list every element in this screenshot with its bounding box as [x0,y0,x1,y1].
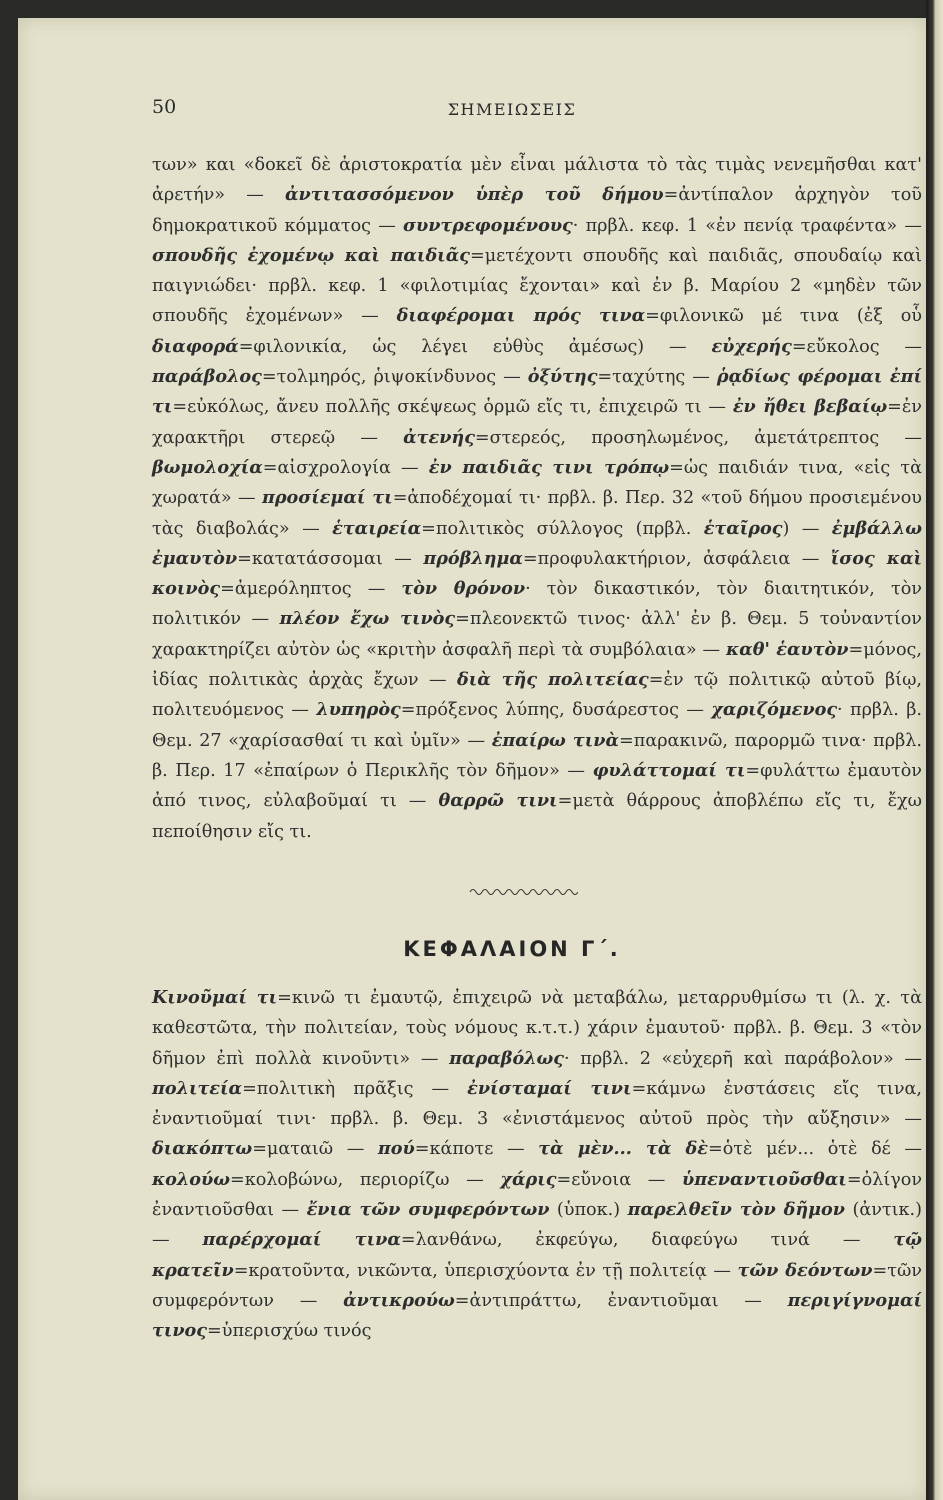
lemma-term: ἴσος καὶ κοινὸς [152,547,922,600]
lemma-term: ἀτενής [403,426,475,448]
lemma-term: ἐν παιδιᾶς τινι τρόπῳ [428,456,670,478]
lemma-term: χάρις [500,1168,557,1190]
lemma-term: Κινοῦμαί τι [152,987,278,1008]
lemma-term: ἐπαίρω τινὰ [491,729,620,751]
gloss-text: =πολιτικὴ πρᾶξις — [242,1078,468,1099]
lemma-term: πλέον ἔχω τινὸς [279,608,456,630]
section-divider [468,884,578,898]
gloss-text: =στερεός, προσηλωμένος, ἀμετάτρεπτος — [474,427,923,448]
lemma-term: φυλάττομαί τι [592,759,746,781]
gloss-text: =εὔνοια — [556,1169,683,1190]
lemma-term: ἐνίσταμαί τινι [467,1077,632,1099]
gloss-text: =ἐν τῷ πολιτικῷ αὐτοῦ βίῳ, πολιτευόμενος — [152,670,923,721]
lemma-term: σπουδῆς ἐχομένῳ καὶ παιδιᾶς [152,244,470,266]
gloss-text: =ὁτὲ μέν... ὁτὲ δέ — [707,1139,923,1160]
gloss-text: (ὑποκ.) [549,1200,628,1221]
book-spine [926,0,943,1500]
lemma-term: καθ' ἑαυτὸν [725,638,849,660]
paragraph-text [152,150,922,847]
lemma-term: διὰ τῆς πολιτείας [456,669,649,691]
lemma-term: τῷ κρατεῖν [152,1229,922,1281]
lemma-term: ἔνια τῶν συμφερόντων [306,1199,550,1221]
gloss-text: =μετέχοντι σπουδῆς καὶ παιδιᾶς, σπουδαίῳ καὶ παιγνιώδει· πρβλ. κεφ. 1 «φιλοτιμίας ἔχονται» καὶ ἐν β. Μαρίου 2 «μηδὲν τῶν σπουδῆς ἐχομένων» — [152,245,922,327]
gloss-text: · πρβλ. 2 «εὐχερῆ καὶ παράβολον» — [564,1048,922,1069]
lemma-term: ἐν ἤθει βεβαίῳ [732,396,888,418]
lemma-term: εὐχερής [711,335,792,357]
gloss-text: ) — [782,518,832,539]
gloss-text: =λανθάνω, ἐκφεύγω, διαφεύγω τινά — [400,1230,894,1251]
lemma-term: παρέρχομαί τινα [202,1229,401,1251]
lemma-term: κολούω [152,1168,230,1190]
lemma-term: λυπηρὸς [316,699,401,721]
lemma-term: τῶν δεόντων [737,1259,873,1281]
gloss-text: =ὑπερισχύω τινός [207,1321,372,1342]
lemma-term: περιγίγνομαί τινος [152,1289,922,1342]
gloss-text: =φυλάττω ἐμαυτὸν ἀπό τινος, εὐλαβοῦμαί τι — [152,760,922,812]
gloss-text: =τολμηρός, ῥιψοκίνδυνος — [261,367,528,388]
gloss-text: =ἐν χαρακτῆρι στερεῷ — [152,397,922,448]
gloss-text: =κολοβώνω, περιορίζω — [229,1169,501,1190]
lemma-term: τὰ μὲν... τὰ δὲ [538,1138,708,1160]
gloss-text: =φιλονικῶ μέ τινα (ἐξ οὗ [645,306,922,327]
gloss-text: =ἀντίπαλον ἀρχηγὸν τοῦ δημοκρατικοῦ κόμματος — [152,185,922,236]
lemma-term: ἐμβάλλω ἐμαυτὸν [152,517,922,569]
lemma-term: τὸν θρόνον [401,578,526,600]
lemma-term: πού [377,1138,415,1160]
gloss-text: =κρατοῦντα, νικῶντα, ὑπερισχύοντα ἐν τῇ πολιτείᾳ — [233,1260,738,1281]
lemma-term: παρελθεῖν τὸν δῆμον [627,1199,845,1221]
page-number: 50 [152,96,177,118]
notes-paragraph-1 [152,150,922,847]
lemma-term: ἑταιρεία [332,517,422,539]
lemma-term: βωμολοχία [152,456,263,478]
gloss-text: =φιλονικία, ὡς λέγει εὐθὺς ἀμέσως) — [238,336,712,357]
gloss-text: =πρόξενος λύπης, δυσάρεστος — [400,700,712,721]
gloss-text: =παρακινῶ, παρορμῶ τινα· πρβλ. β. Περ. 17 «ἐπαίρων ὁ Περικλῆς τὸν δῆμον» — [152,730,922,781]
lemma-term: ῥᾳδίως φέρομαι ἐπί τι [152,366,922,418]
lemma-term: προσίεμαί τι [261,487,393,509]
gloss-text: =πλεονεκτῶ τινος· ἀλλ' ἐν β. Θεμ. 5 τοὐναντίον χαρακτηρίζει αὐτὸν ὡς «κριτὴν ἀσφαλῆ περὶ τὰ συμβόλαια» — [152,609,923,660]
lemma-term: χαριζόμενος [711,699,838,721]
gloss-text: =μετὰ θάρρους ἀποβλέπω εἴς τι, ἔχω πεποίθησιν εἴς τι. [152,791,923,842]
gloss-text: =εὔκολος — [791,336,922,357]
gloss-text: =ὀλίγον ἐναντιοῦσθαι — [152,1169,923,1221]
lemma-term: παραβόλως [449,1047,564,1069]
gloss-text: =κάμνω ἐνστάσεις εἴς τινα, ἐναντιοῦμαί τινι· πρβλ. β. Θεμ. 3 «ἐνιστάμενος αὐτοῦ πρὸς τὴν αὔξησιν» — [152,1078,922,1130]
gloss-text: =κινῶ τι ἐμαυτῷ, ἐπιχειρῶ νὰ μεταβάλω, μεταρρυθμίσω τι (λ. χ. τὰ καθεστῶτα, τὴν πολιτείαν, τοὺς νόμους κ.τ.τ.) χάριν ἐμαυτοῦ· πρβλ. β. Θεμ. 3 «τὸν δῆμον ἐπὶ πολλὰ κινοῦντι» — [152,988,922,1069]
gloss-text: =τῶν συμφερόντων — [152,1260,923,1311]
gloss-text: =κάποτε — [414,1139,539,1160]
gloss-text: =μόνος, ἰδίας πολιτικὰς ἀρχὰς ἔχων — [152,639,922,691]
lemma-term: διαφορά [152,335,239,357]
page-header [152,96,872,124]
gloss-text: =ἀμερόληπτος — [220,579,402,600]
lemma-term: παράβολος [152,366,262,388]
chapter-title: ΚΕΦΑΛΑΙΟΝ Γ΄. [403,937,621,961]
gloss-text: =ἀποδέχομαί τι· πρβλ. β. Περ. 32 «τοῦ δήμου προσιεμένου τὰς διαβολάς» — [152,488,923,539]
gloss-text: (ἀντικ.) — [152,1200,922,1251]
gloss-text: · πρβλ. κεφ. 1 «ἐν πενίᾳ τραφέντα» — [572,215,922,236]
lemma-term: πρόβλημα [423,547,523,569]
lemma-term: διαφέρομαι πρός τινα [396,305,646,327]
gloss-text: =ματαιῶ — [252,1139,378,1160]
gloss-text: =εὐκόλως, ἄνευ πολλῆς σκέψεως ὁρμῶ εἴς τι, ἐπιχειρῶ τι — [172,397,733,418]
lemma-term: συντρεφομένους [403,214,573,236]
lemma-term: πολιτεία [152,1077,243,1099]
gloss-text: των» και «δοκεῖ δὲ ἀριστοκρατία μὲν εἶναι μάλιστα τὸ τὰς τιμὰς νενεμῆσθαι κατ' ἀρετήν» — [152,155,922,206]
running-title: ΣΗΜΕΙΩΣΕΙΣ [447,100,577,119]
lemma-term: ἀντικρούω [343,1289,455,1311]
gloss-text: =προφυλακτήριον, ἀσφάλεια — [522,548,831,569]
lemma-term: ὀξύτης [527,366,598,388]
gloss-text: =κατατάσσομαι — [237,548,424,569]
gloss-text: =ὡς παιδιάν τινα, «εἰς τὰ χωρατά» — [152,457,922,509]
gloss-text: =αἰσχρολογία — [262,457,429,478]
lemma-term: θαρρῶ τινι [438,790,558,812]
gloss-text: =ἀντιπράττω, ἐναντιοῦμαι — [454,1290,788,1311]
paragraph-text [152,983,922,1347]
lemma-term: διακόπτω [152,1138,253,1160]
gloss-text: =ταχύτης — [597,367,717,388]
lemma-term: ἀντιτασσόμενον ὑπὲρ τοῦ δήμου [285,184,664,206]
lemma-term: ὑπεναντιοῦσθαι [682,1168,847,1190]
gloss-text: =πολιτικὸς σύλλογος (πρβλ. [421,518,704,539]
notes-paragraph-2 [152,983,922,1347]
lemma-term: ἑταῖρος [703,517,783,539]
gloss-text: · τὸν δικαστικόν, τὸν διαιτητικόν, τὸν πολιτικόν — [152,579,922,630]
gloss-text: · πρβλ. β. Θεμ. 27 «χαρίσασθαί τι καὶ ὑμῖν» — [152,700,922,751]
